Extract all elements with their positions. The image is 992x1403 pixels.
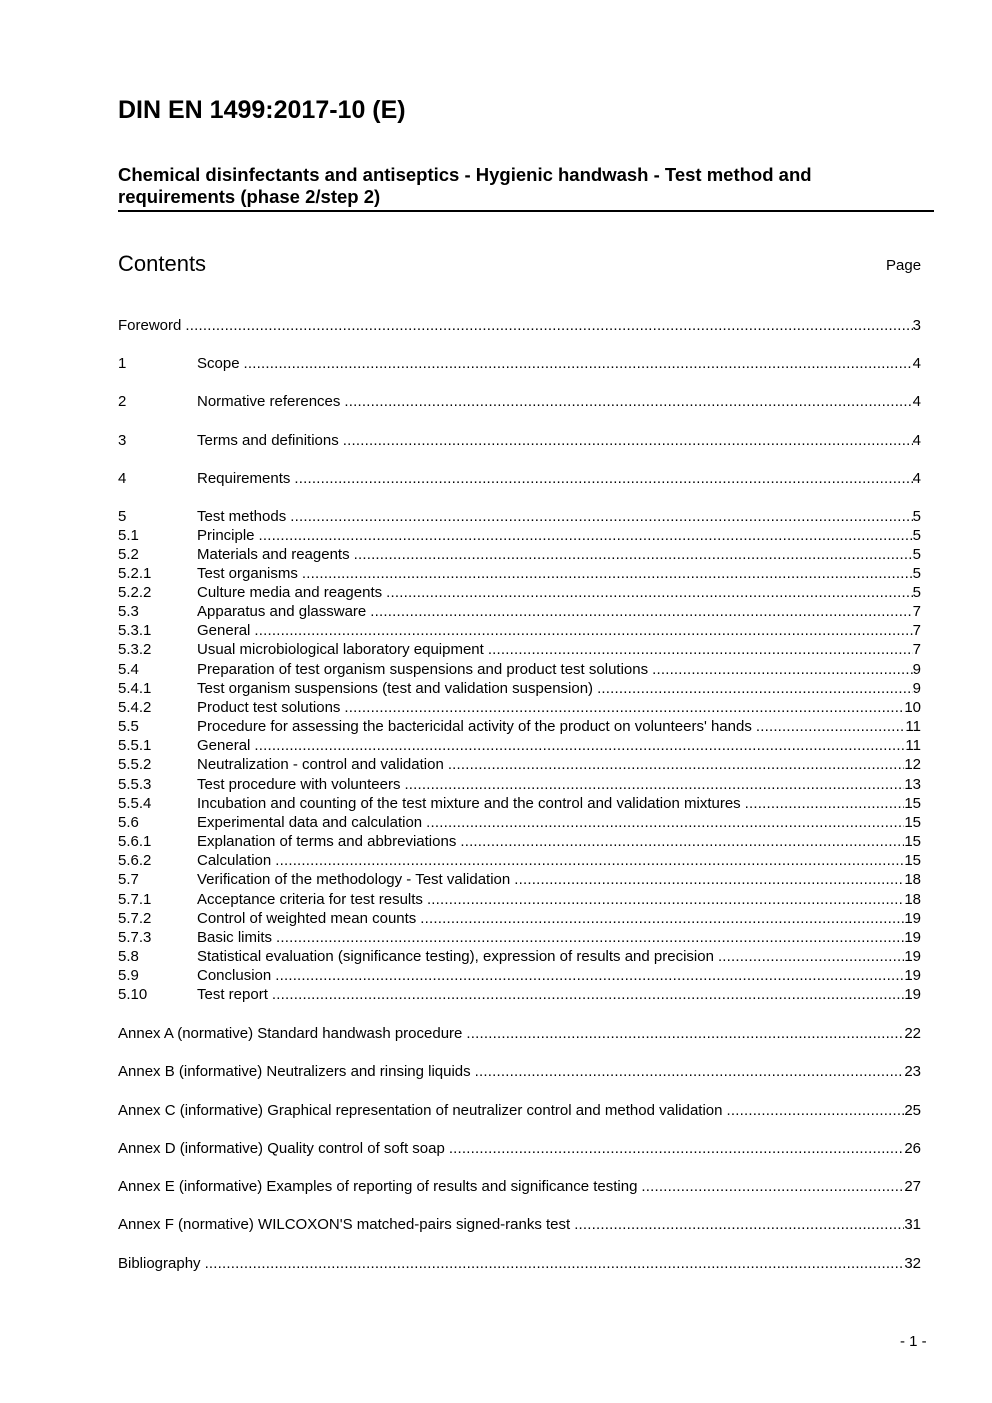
toc-entry-number: 2 [118, 393, 127, 410]
toc-entry-page: 12 [904, 756, 921, 773]
toc-dot-leader [259, 526, 913, 545]
toc-dot-leader [597, 679, 913, 698]
toc-entry-number: 5.4 [118, 661, 139, 678]
toc-entry [118, 679, 921, 698]
toc-dot-leader [275, 966, 904, 985]
toc-entry [118, 813, 921, 832]
document-id: DIN EN 1499:2017-10 (E) [118, 96, 406, 124]
toc-entry-title: Normative references [197, 393, 341, 410]
toc-entry-page: 23 [904, 1063, 921, 1080]
toc-dot-leader [290, 507, 912, 526]
toc-entry-page: 5 [912, 584, 921, 601]
toc-dot-leader [745, 794, 905, 813]
toc-entry-page: 13 [904, 776, 921, 793]
page-number: - 1 - [900, 1333, 927, 1350]
toc-dot-leader [466, 1024, 904, 1043]
contents-heading: Contents [118, 251, 207, 276]
toc-entry-number: 5.5.2 [118, 756, 152, 773]
toc-entry-title: Experimental data and calculation [197, 814, 423, 831]
toc-dot-leader [449, 1139, 905, 1158]
toc-entry-number: 5.7 [118, 871, 139, 888]
toc-entry [118, 928, 921, 947]
toc-entry-title: Preparation of test organism suspensions and product test solutions [197, 661, 649, 678]
toc-entry [118, 909, 921, 928]
toc-entry [118, 775, 921, 794]
toc-entry-title: Annex D (informative) Quality control of soft soap [118, 1140, 445, 1157]
toc-entry-title: Requirements [197, 470, 291, 487]
toc-entry-title: Product test solutions [197, 699, 341, 716]
toc-entry [118, 1254, 921, 1273]
toc-entry-number: 5.6.1 [118, 833, 152, 850]
toc-entry-number: 5.7.2 [118, 910, 152, 927]
toc-entry-page: 25 [904, 1102, 921, 1119]
toc-entry-title: Acceptance criteria for test results [197, 891, 423, 908]
toc-entry-page: 15 [904, 814, 921, 831]
toc-entry [118, 947, 921, 966]
toc-dot-leader [386, 583, 913, 602]
toc-dot-leader [726, 1101, 904, 1120]
toc-entry-page: 7 [912, 641, 921, 658]
toc-entry-page: 26 [904, 1140, 921, 1157]
toc-entry-title: Neutralization - control and validation [197, 756, 444, 773]
toc-dot-leader [475, 1062, 905, 1081]
toc-entry-page: 7 [912, 622, 921, 639]
toc-entry-number: 1 [118, 355, 127, 372]
toc-entry [118, 564, 921, 583]
toc-entry-page: 10 [904, 699, 921, 716]
toc-entry-number: 3 [118, 432, 127, 449]
toc-dot-leader [756, 717, 906, 736]
toc-entry-title: Test methods [197, 508, 287, 525]
toc-entry-page: 11 [905, 737, 921, 754]
toc-dot-leader [302, 564, 913, 583]
toc-entry [118, 583, 921, 602]
toc-entry-title: Bibliography [118, 1255, 201, 1272]
toc-entry-number: 5.5.1 [118, 737, 152, 754]
toc-entry-title: Verification of the methodology - Test validation [197, 871, 511, 888]
toc-entry-number: 5.9 [118, 967, 139, 984]
toc-entry [118, 736, 921, 755]
toc-dot-leader [294, 469, 912, 488]
toc-entry [118, 985, 921, 1004]
toc-entry [118, 851, 921, 870]
toc-entry-page: 19 [904, 929, 921, 946]
toc-entry-page: 19 [904, 967, 921, 984]
toc-entry [118, 966, 921, 985]
toc-entry [118, 698, 921, 717]
toc-dot-leader [276, 928, 904, 947]
toc-entry [118, 1177, 921, 1196]
toc-entry-number: 5.5.4 [118, 795, 152, 812]
toc-entry [118, 354, 921, 373]
toc-dot-leader [205, 1254, 905, 1273]
toc-dot-leader [426, 813, 904, 832]
toc-entry [118, 316, 921, 335]
toc-entry [118, 602, 921, 621]
toc-dot-leader [488, 640, 913, 659]
toc-dot-leader [514, 870, 904, 889]
toc-entry [118, 507, 921, 526]
toc-dot-leader [254, 736, 905, 755]
toc-entry [118, 526, 921, 545]
toc-entry-number: 5.4.2 [118, 699, 152, 716]
toc-entry-page: 18 [904, 871, 921, 888]
toc-entry-number: 5.7.3 [118, 929, 152, 946]
toc-entry-page: 15 [904, 795, 921, 812]
toc-entry-number: 5.5.3 [118, 776, 152, 793]
toc-entry-page: 4 [912, 470, 921, 487]
toc-entry-title: Apparatus and glassware [197, 603, 367, 620]
toc-entry-number: 5.6.2 [118, 852, 152, 869]
toc-entry-title: Test organisms [197, 565, 298, 582]
toc-entry-title: Control of weighted mean counts [197, 910, 417, 927]
toc-entry-page: 22 [904, 1025, 921, 1042]
toc-entry-title: Terms and definitions [197, 432, 339, 449]
toc-entry-title: Statistical evaluation (significance testing), expression of results and precision [197, 948, 714, 965]
toc-entry-title: Annex F (normative) WILCOXON'S matched-pairs signed-ranks test [118, 1216, 571, 1233]
title-divider [118, 210, 934, 212]
toc-entry-title: Test organism suspensions (test and validation suspension) [197, 680, 594, 697]
toc-dot-leader [370, 602, 912, 621]
toc-entry-number: 5.3 [118, 603, 139, 620]
toc-entry-page: 11 [905, 718, 921, 735]
toc-entry [118, 660, 921, 679]
document-title: Chemical disinfectants and antiseptics - Hygienic handwash - Test method and requirements (phase 2/step 2) [118, 164, 812, 207]
toc-entry [118, 794, 921, 813]
toc-entry-title: Principle [197, 527, 255, 544]
toc-entry-number: 5.8 [118, 948, 139, 965]
toc-entry [118, 640, 921, 659]
toc-entry-page: 15 [904, 852, 921, 869]
toc-entry-title: Foreword [118, 317, 182, 334]
toc-entry-title: Conclusion [197, 967, 272, 984]
toc-entry-page: 3 [912, 317, 921, 334]
toc-entry-number: 5.1 [118, 527, 139, 544]
toc-entry-page: 15 [904, 833, 921, 850]
toc-entry-number: 5.4.1 [118, 680, 152, 697]
toc-entry-page: 27 [904, 1178, 921, 1195]
toc-entry-page: 5 [912, 527, 921, 544]
toc-entry-page: 19 [904, 986, 921, 1003]
toc-dot-leader [652, 660, 913, 679]
toc-dot-leader [275, 851, 904, 870]
toc-entry-title: Incubation and counting of the test mixture and the control and validation mixtures [197, 795, 741, 812]
toc-entry [118, 1215, 921, 1234]
toc-entry-title: Annex C (informative) Graphical representation of neutralizer control and method validation [118, 1102, 723, 1119]
toc-entry-title: Basic limits [197, 929, 273, 946]
toc-entry [118, 1062, 921, 1081]
toc-entry-title: Annex E (informative) Examples of reporting of results and significance testing [118, 1178, 638, 1195]
toc-entry-number: 5.2.1 [118, 565, 152, 582]
toc-entry-title: Annex A (normative) Standard handwash procedure [118, 1025, 463, 1042]
toc-dot-leader [343, 431, 913, 450]
toc-entry [118, 870, 921, 889]
toc-dot-leader [460, 832, 904, 851]
toc-entry-title: Usual microbiological laboratory equipment [197, 641, 484, 658]
toc-entry-page: 4 [912, 432, 921, 449]
toc-entry-title: Materials and reagents [197, 546, 350, 563]
toc-entry-title: Explanation of terms and abbreviations [197, 833, 457, 850]
toc-entry [118, 832, 921, 851]
toc-entry-number: 5.3.1 [118, 622, 152, 639]
toc-entry-title: Procedure for assessing the bactericidal activity of the product on volunteers' hands [197, 718, 752, 735]
toc-entry-title: Annex B (informative) Neutralizers and rinsing liquids [118, 1063, 471, 1080]
toc-entry-title: Scope [197, 355, 240, 372]
toc-entry-number: 5.2 [118, 546, 139, 563]
toc-dot-leader [344, 392, 912, 411]
toc-dot-leader [718, 947, 904, 966]
toc-entry-title: General [197, 737, 251, 754]
toc-entry-page: 31 [904, 1216, 921, 1233]
toc-entry [118, 392, 921, 411]
toc-entry [118, 755, 921, 774]
toc-entry-number: 5 [118, 508, 127, 525]
toc-entry-page: 4 [912, 393, 921, 410]
toc-dot-leader [420, 909, 904, 928]
toc-entry-page: 7 [912, 603, 921, 620]
toc-entry-page: 5 [912, 508, 921, 525]
toc-entry-page: 4 [912, 355, 921, 372]
toc-entry [118, 1024, 921, 1043]
toc-entry-number: 5.2.2 [118, 584, 152, 601]
toc-entry-page: 19 [904, 910, 921, 927]
toc-dot-leader [344, 698, 904, 717]
toc-entry [118, 1139, 921, 1158]
toc-entry-number: 5.6 [118, 814, 139, 831]
toc-entry-title: Test procedure with volunteers [197, 776, 401, 793]
toc-entry-page: 19 [904, 948, 921, 965]
toc-entry-page: 18 [904, 891, 921, 908]
toc-dot-leader [641, 1177, 904, 1196]
page-column-label: Page [886, 257, 922, 274]
toc-entry-page: 5 [912, 546, 921, 563]
toc-entry-page: 9 [912, 680, 921, 697]
toc-entry-page: 5 [912, 565, 921, 582]
toc-dot-leader [574, 1215, 904, 1234]
toc-entry-number: 5.5 [118, 718, 139, 735]
toc-dot-leader [185, 316, 912, 335]
toc-entry-page: 32 [904, 1255, 921, 1272]
toc-entry-number: 5.3.2 [118, 641, 152, 658]
toc-dot-leader [244, 354, 913, 373]
toc-entry [118, 1101, 921, 1120]
toc-entry-title: Calculation [197, 852, 272, 869]
toc-dot-leader [272, 985, 904, 1004]
toc-entry [118, 890, 921, 909]
toc-entry-title: General [197, 622, 251, 639]
toc-dot-leader [354, 545, 913, 564]
toc-dot-leader [448, 755, 905, 774]
toc-entry [118, 545, 921, 564]
toc-entry-page: 9 [912, 661, 921, 678]
toc-entry [118, 621, 921, 640]
toc-dot-leader [404, 775, 904, 794]
toc-entry [118, 717, 921, 736]
toc-entry-number: 5.10 [118, 986, 148, 1003]
toc-entry-number: 4 [118, 470, 127, 487]
toc-entry [118, 469, 921, 488]
toc-dot-leader [254, 621, 912, 640]
toc-entry-title: Culture media and reagents [197, 584, 383, 601]
toc-entry-number: 5.7.1 [118, 891, 152, 908]
toc-dot-leader [427, 890, 904, 909]
toc-entry [118, 431, 921, 450]
toc-entry-title: Test report [197, 986, 268, 1003]
